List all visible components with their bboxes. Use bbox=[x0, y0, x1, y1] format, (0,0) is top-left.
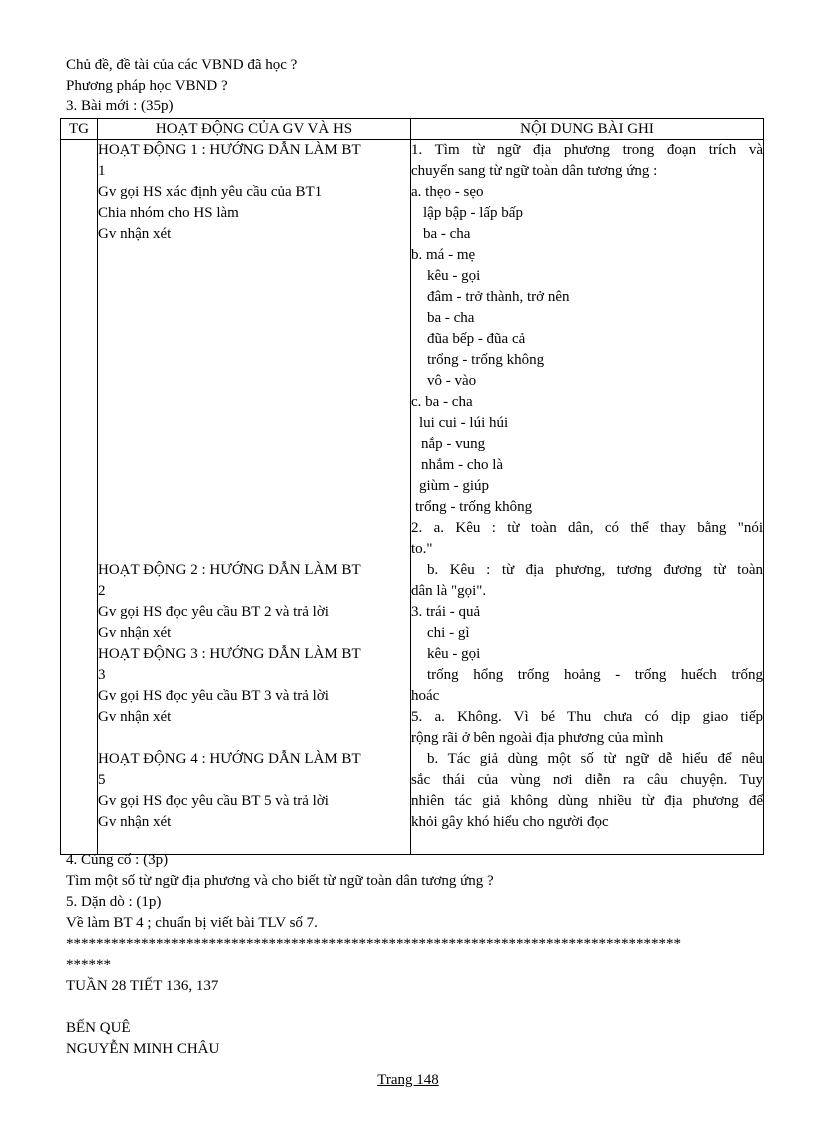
activity-line: Gv gọi HS đọc yêu cầu BT 5 và trả lời bbox=[98, 793, 329, 809]
note-line: c. ba - cha bbox=[411, 394, 473, 410]
activity-line: HOẠT ĐỘNG 4 : HƯỚNG DẪN LÀM BT bbox=[98, 751, 361, 767]
notes-cell bbox=[411, 140, 764, 855]
page-footer bbox=[0, 1071, 816, 1089]
activity-line: HOẠT ĐỘNG 1 : HƯỚNG DẪN LÀM BT bbox=[98, 142, 361, 158]
activity-line: 2 bbox=[98, 583, 106, 599]
note-line: giùm - giúp bbox=[419, 478, 489, 494]
consolidation-heading: 4. Củng cố : (3p) bbox=[66, 852, 169, 868]
note-line: dân là "gọi". bbox=[411, 583, 487, 599]
activity-line: Gv gọi HS đọc yêu cầu BT 3 và trả lời bbox=[98, 688, 329, 704]
note-line: sắc thái của vùng nơi diễn ra câu chuyện. Tuy bbox=[411, 772, 763, 788]
activity-line: Gv nhận xét bbox=[98, 814, 172, 830]
note-line: ba - cha bbox=[423, 226, 471, 242]
note-line: kêu - gọi bbox=[427, 268, 481, 284]
intro-line-3: 3. Bài mới : (35p) bbox=[66, 98, 174, 114]
note-line: b. má - mẹ bbox=[411, 247, 476, 263]
header-notes: NỘI DUNG BÀI GHI bbox=[411, 119, 764, 140]
note-line: đũa bếp - đũa cả bbox=[427, 331, 526, 347]
note-line: kêu - gọi bbox=[427, 646, 481, 662]
note-line: nhiên tác giả không dùng nhiều từ địa phương để bbox=[411, 793, 763, 809]
note-line: vô - vào bbox=[427, 373, 477, 389]
page-number: Trang 148 bbox=[377, 1072, 439, 1088]
separator-stars-tail: ****** bbox=[66, 957, 111, 973]
lesson-table bbox=[60, 118, 764, 855]
week-lesson-title: TUẦN 28 TIẾT 136, 137 bbox=[66, 978, 219, 994]
activity-line: Gv gọi HS xác định yêu cầu của BT1 bbox=[98, 184, 323, 200]
note-line: đâm - trở thành, trở nên bbox=[427, 289, 570, 305]
table-header-row bbox=[61, 119, 764, 140]
activity-line: 5 bbox=[98, 772, 106, 788]
note-line: nhắm - cho là bbox=[421, 457, 504, 473]
intro-line-1: Chủ đề, đề tài của các VBND đã học ? bbox=[66, 57, 298, 73]
note-line: b. Tác giả dùng một số từ ngữ dễ hiểu để nêu bbox=[427, 751, 763, 767]
activity-line: 1 bbox=[98, 163, 106, 179]
author-name: NGUYỄN MINH CHÂU bbox=[66, 1041, 220, 1057]
note-line: ba - cha bbox=[427, 310, 475, 326]
note-line: trổng - trống không bbox=[427, 352, 545, 368]
note-line: 5. a. Không. Vì bé Thu chưa có dịp giao tiếp bbox=[411, 709, 763, 725]
intro-line-2: Phương pháp học VBND ? bbox=[66, 78, 228, 94]
homework-heading: 5. Dặn dò : (1p) bbox=[66, 894, 162, 910]
activity-line: HOẠT ĐỘNG 3 : HƯỚNG DẪN LÀM BT bbox=[98, 646, 361, 662]
table-body-row bbox=[61, 140, 764, 855]
activity-line: Gv nhận xét bbox=[98, 625, 172, 641]
note-line: a. thẹo - sẹo bbox=[411, 184, 484, 200]
note-line: chuyển sang từ ngữ toàn dân tương ứng : bbox=[411, 163, 658, 179]
activities-cell bbox=[98, 140, 411, 855]
note-line: lập bập - lấp bấp bbox=[423, 205, 523, 221]
story-title: BẾN QUÊ bbox=[66, 1020, 131, 1036]
note-line: to." bbox=[411, 541, 433, 557]
note-line: 2. a. Kêu : từ toàn dân, có thể thay bằng "nói bbox=[411, 520, 763, 536]
note-line: khỏi gây khó hiểu cho người đọc bbox=[411, 814, 609, 830]
note-line: trống hổng trống hoảng - trống huếch trống bbox=[427, 667, 763, 683]
homework-task: Về làm BT 4 ; chuẩn bị viết bài TLV số 7. bbox=[66, 915, 318, 931]
separator-stars: ********************************************************************************** bbox=[66, 936, 681, 952]
note-line: 3. trái - quả bbox=[411, 604, 481, 620]
note-line: 1. Tìm từ ngữ địa phương trong đoạn trích và bbox=[411, 142, 763, 158]
time-cell bbox=[61, 140, 98, 855]
activity-line: Gv nhận xét bbox=[98, 709, 172, 725]
note-line: b. Kêu : từ địa phương, tương đương từ toàn bbox=[427, 562, 763, 578]
note-line: hoác bbox=[411, 688, 440, 704]
note-line: nắp - vung bbox=[421, 436, 486, 452]
activity-line: 3 bbox=[98, 667, 106, 683]
activity-line: Gv gọi HS đọc yêu cầu BT 2 và trả lời bbox=[98, 604, 329, 620]
note-line: chi - gì bbox=[427, 625, 470, 641]
note-line: rộng rãi ở bên ngoài địa phương của mình bbox=[411, 730, 664, 746]
consolidation-task: Tìm một số từ ngữ địa phương và cho biết từ ngữ toàn dân tương ứng ? bbox=[66, 873, 494, 889]
activity-line: Chia nhóm cho HS làm bbox=[98, 205, 239, 221]
activity-line: Gv nhận xét bbox=[98, 226, 172, 242]
activity-line: HOẠT ĐỘNG 2 : HƯỚNG DẪN LÀM BT bbox=[98, 562, 361, 578]
header-tg: TG bbox=[61, 119, 98, 140]
note-line: lui cui - lúi húi bbox=[419, 415, 509, 431]
header-activities: HOẠT ĐỘNG CỦA GV VÀ HS bbox=[98, 119, 411, 140]
note-line: trổng - trống không bbox=[415, 499, 533, 515]
